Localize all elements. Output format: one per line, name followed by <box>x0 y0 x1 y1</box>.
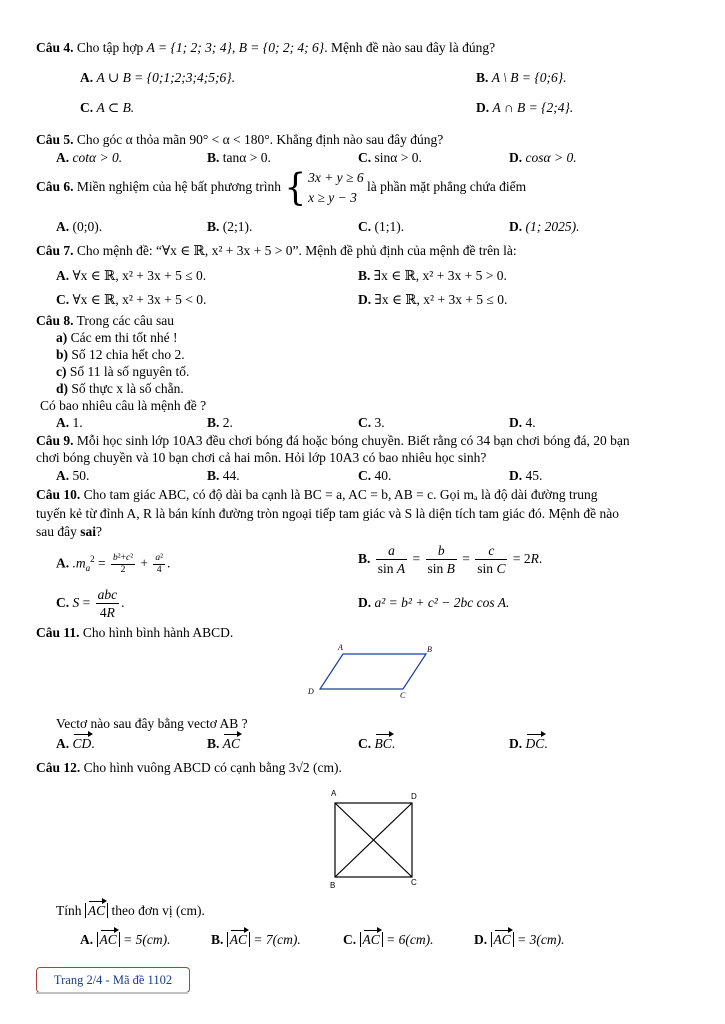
q8-item-b: b) Số 12 chia hết cho 2. <box>56 347 185 362</box>
q4-option-c: C. A ⊂ B. <box>80 100 135 115</box>
q4-option-a: A. A ∪ B = {0;1;2;3;4;5;6}. <box>80 70 236 85</box>
q5-stem: Câu 5. Cho góc α thỏa mãn 90° < α < 180°. Khẳng định nào sau đây đúng? <box>36 132 444 147</box>
q12-option-a: A. AC = 5(cm). <box>80 932 171 947</box>
q12-option-b: B. AC = 7(cm). <box>211 932 301 947</box>
q9-stem-line1: Câu 9. Mỗi học sinh lớp 10A3 đều chơi bóng đá hoặc bóng chuyền. Biết rằng có 34 bạn chơi bóng đá, 20 bạn <box>36 433 630 448</box>
q9-option-c: C. 40. <box>358 468 392 483</box>
q7-option-c: C. ∀x ∈ ℝ, x² + 3x + 5 < 0. <box>56 292 207 307</box>
q6-option-d: D. (1; 2025). <box>509 219 580 234</box>
q4-option-d: D. A ∩ B = {2;4}. <box>476 100 574 115</box>
q8-stem: Câu 8. Trong các câu sau <box>36 313 175 328</box>
point-label-d: D <box>411 792 417 801</box>
q10-option-d: D. a² = b² + c² − 2bc cos A. <box>358 595 510 610</box>
q5-option-b: B. tanα > 0. <box>207 150 271 165</box>
q5-option-d: D. cosα > 0. <box>509 150 577 165</box>
q7-option-b: B. ∃x ∈ ℝ, x² + 3x + 5 > 0. <box>358 268 507 283</box>
q10-stem-line1: Câu 10. Cho tam giác ABC, có độ dài ba cạnh là BC = a, AC = b, AB = c. Gọi mₐ là độ dài đường trung <box>36 487 598 502</box>
footer-shadow <box>36 992 188 994</box>
q10-stem-line3: sau đây sai? <box>36 524 103 539</box>
q6-option-b: B. (2;1). <box>207 219 253 234</box>
q8-item-c: c) Số 11 là số nguyên tố. <box>56 364 190 379</box>
q11-option-b: B. AC <box>207 736 241 751</box>
q11-ask: Vectơ nào sau đây bằng vectơ AB ? <box>56 716 248 731</box>
q10-option-b: B. $\frac{a}{\text{sin A}}$ = $\frac{b}{\text{sin B}}$ = $\frac{c}{\text{sin C}}$ = 2R. <box>358 543 543 577</box>
q9-stem-line2: chơi bóng chuyền và 10 bạn chơi cả hai môn. Hỏi lớp 10A3 có bao nhiêu học sinh? <box>36 450 487 465</box>
q4-stem: Câu 4. Cho tập hợp A = {1; 2; 3; 4}, B = {0; 2; 4; 6}. Mệnh đề nào sau đây là đúng? <box>36 40 496 55</box>
point-label-d: D <box>308 687 314 696</box>
q8-option-d: D. 4. <box>509 415 536 430</box>
q12-option-d: D. AC = 3(cm). <box>474 932 565 947</box>
q12-stem: Câu 12. Cho hình vuông ABCD có cạnh bằng 3√2 (cm). <box>36 760 342 775</box>
q12-ask: Tính AC theo đơn vị (cm). <box>56 903 205 918</box>
q5-option-a: A. cotα > 0. <box>56 150 123 165</box>
point-label-c: C <box>400 691 406 700</box>
point-label-a: A <box>331 789 337 798</box>
q10-stem-line2: tuyến kẻ từ đỉnh A, R là bán kính đường tròn ngoại tiếp tam giác và S là diện tích tam giác đó. Mệnh đề nào <box>36 506 620 521</box>
q8-item-d: d) Số thực x là số chẵn. <box>56 381 184 396</box>
q10-option-c: C. S = $\frac{\text{abc}}{4R}$ . <box>56 587 125 621</box>
point-label-c: C <box>411 878 417 887</box>
q6-system: { 3x + y ≥ 6 x ≥ y − 3 <box>284 166 364 210</box>
q10-option-a: A. $.m_a^2$ = $\frac{\text{b²+c²}}{2}$ + $\frac{\text{a²}}{4}$ . <box>56 552 171 575</box>
q11-option-c: C. BC. <box>358 736 396 751</box>
point-label-b: B <box>427 645 432 654</box>
q12-option-c: C. AC = 6(cm). <box>343 932 434 947</box>
page-footer: Trang 2/4 - Mã đề 1102 <box>36 967 190 993</box>
q11-stem: Câu 11. Cho hình bình hành ABCD. <box>36 625 234 640</box>
q5-option-c: C. sinα > 0. <box>358 150 422 165</box>
point-label-a: A <box>338 643 343 652</box>
q8-option-a: A. 1. <box>56 415 83 430</box>
q6-option-a: A. (0;0). <box>56 219 103 234</box>
q6-stem: Câu 6. Miền nghiệm của hệ bất phương trình { 3x + y ≥ 6 x ≥ y − 3 là phần mặt phẳng chứa điểm <box>36 166 527 210</box>
q8-option-c: C. 3. <box>358 415 385 430</box>
q8-item-a: a) Các em thi tốt nhé ! <box>56 330 178 345</box>
q8-option-b: B. 2. <box>207 415 233 430</box>
point-label-b: B <box>330 881 336 890</box>
square-figure <box>320 785 430 895</box>
q9-option-b: B. 44. <box>207 468 240 483</box>
q7-option-a: A. ∀x ∈ ℝ, x² + 3x + 5 ≤ 0. <box>56 268 207 283</box>
q11-option-d: D. DC. <box>509 736 548 751</box>
q9-option-d: D. 45. <box>509 468 543 483</box>
q7-stem: Câu 7. Cho mệnh đề: “∀x ∈ ℝ, x² + 3x + 5 > 0”. Mệnh đề phủ định của mệnh đề trên là: <box>36 243 517 258</box>
q9-option-a: A. 50. <box>56 468 90 483</box>
q8-ask: Có bao nhiêu câu là mệnh đề ? <box>40 398 207 413</box>
parallelogram-shape <box>320 654 426 689</box>
q7-option-d: D. ∃x ∈ ℝ, x² + 3x + 5 ≤ 0. <box>358 292 508 307</box>
q11-option-a: A. CD. <box>56 736 95 751</box>
parallelogram-figure <box>300 640 450 702</box>
q4-option-b: B. A \ B = {0;6}. <box>476 70 567 85</box>
q6-option-c: C. (1;1). <box>358 219 405 234</box>
